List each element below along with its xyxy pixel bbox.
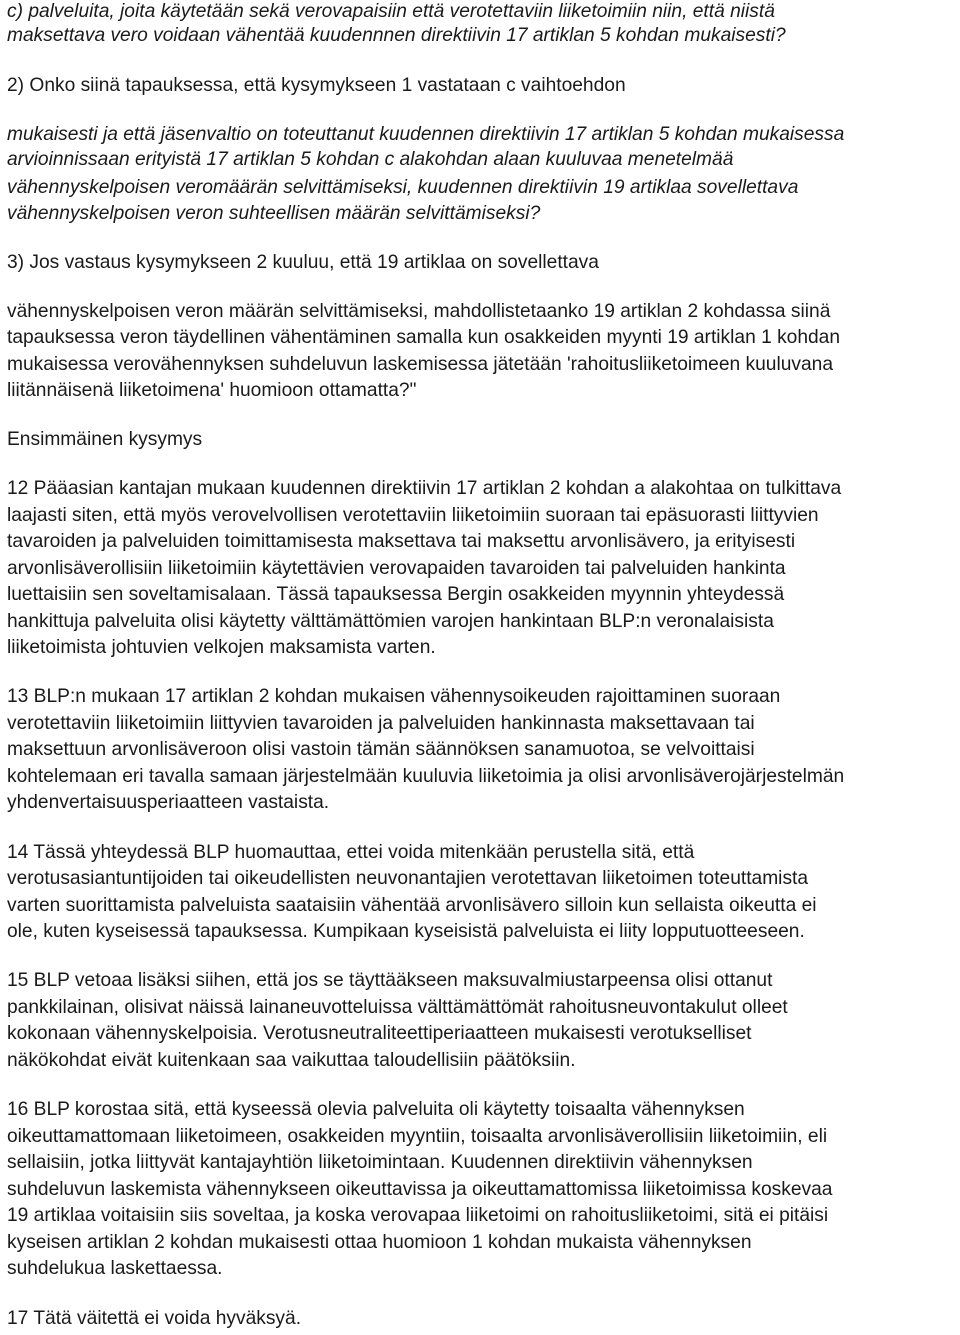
text-line: 15 BLP vetoaa lisäksi siihen, että jos se täyttääkseen maksuvalmiustarpeensa olisi ottanut — [7, 970, 773, 991]
text-line: c) palveluita, joita käytetään sekä verovapaisiin että verotettaviin liiketoimiin niin, että niistä — [7, 1, 775, 22]
text-line: vähennyskelpoisen veron määrän selvittämiseksi, mahdollistetaanko 19 artiklan 2 kohdassa siinä — [7, 301, 831, 322]
text-line: hankittuja palveluita olisi käytetty välttämättömien varojen hankintaan BLP:n veronalaisista — [7, 611, 774, 632]
text-line: laajasti siten, että myös verovelvollisen verotettaviin liiketoimiin suoraan tai epäsuorasti liittyvien — [7, 505, 819, 526]
text-line: vähennyskelpoisen veron suhteellisen määrän selvittämiseksi? — [7, 203, 541, 224]
text-line: maksettuun arvonlisäveroon olisi vastoin tämän säännöksen sanamuotoa, se velvoittaisi — [7, 739, 755, 760]
text-line: kyseisen artiklan 2 kohdan mukaisesti ottaa huomioon 1 kohdan mukaista vähennyksen — [7, 1232, 752, 1253]
section-heading: Ensimmäinen kysymys — [7, 429, 203, 450]
text-line: varten suorittamista palveluista saataisiin vähentää arvonlisävero silloin kun sellaista oikeutta ei — [7, 895, 817, 916]
text-line: mukaisessa verovähennyksen suhdeluvun laskemisessa jätetään 'rahoitusliiketoimeen kuuluvana — [7, 354, 833, 375]
text-line: 14 Tässä yhteydessä BLP huomauttaa, ettei voida mitenkään perustella sitä, että — [7, 842, 695, 863]
text-line: 3) Jos vastaus kysymykseen 2 kuuluu, että 19 artiklaa on sovellettava — [7, 252, 599, 273]
text-line: suhdelukua laskettaessa. — [7, 1258, 223, 1279]
text-line: verotusasiantuntijoiden tai oikeudellisten neuvonantajien verotettavan liiketoimen toteuttamista — [7, 868, 809, 889]
text-line: oikeuttamattomaan liiketoimeen, osakkeiden myyntiin, toisaalta arvonlisäverollisiin liiketoimiin, eli — [7, 1126, 828, 1147]
text-line: mukaisesti ja että jäsenvaltio on toteuttanut kuudennen direktiivin 17 artiklan 5 kohdan mukaisessa — [7, 124, 845, 145]
text-line: 13 BLP:n mukaan 17 artiklan 2 kohdan mukaisen vähennysoikeuden rajoittaminen suoraan — [7, 686, 781, 707]
text-line: arvioinnissaan erityistä 17 artiklan 5 kohdan c alakohdan alaan kuuluvaa menetelmää — [7, 149, 734, 170]
text-line: pankkilainan, olisivat näissä lainaneuvotteluissa välttämättömät rahoitusneuvontakulut olleet — [7, 997, 788, 1018]
text-line: vähennyskelpoisen veromäärän selvittämiseksi, kuudennen direktiivin 19 artiklaa sovellettava — [7, 177, 799, 198]
text-line: sellaisiin, jotka liittyvät kantajayhtiön liiketoimintaan. Kuudennen direktiivin vähennyksen — [7, 1152, 753, 1173]
text-line: 17 Tätä väitettä ei voida hyväksyä. — [7, 1308, 302, 1329]
text-line: luettaisiin sen soveltamisalaan. Tässä tapauksessa Bergin osakkeiden myynnin yhteydessä — [7, 584, 785, 605]
text-line: yhdenvertaisuusperiaatteen vastaista. — [7, 792, 330, 813]
text-line: 12 Pääasian kantajan mukaan kuudennen direktiivin 17 artiklan 2 kohdan a alakohtaa on tulkittava — [7, 478, 842, 499]
text-line: ole, kuten kyseisessä tapauksessa. Kumpikaan kyseisistä palveluista ei liity lopputuotteeseen. — [7, 921, 805, 942]
text-line: kokonaan vähennyskelpoisia. Verotusneutraliteettiperiaatteen mukaisesti verotukselliset — [7, 1023, 752, 1044]
text-line: suhdeluvun laskemista vähennykseen oikeuttavissa ja oikeuttamattomissa liiketoimissa koskevaa — [7, 1179, 833, 1200]
text-line: arvonlisäverollisiin liiketoimiin käytettävien verovapaiden tavaroiden tai palveluiden hankinta — [7, 558, 786, 579]
text-line: verotettaviin liiketoimiin liittyvien tavaroiden ja palveluiden hankinnasta maksettavaan tai — [7, 713, 755, 734]
text-line: tavaroiden ja palveluiden toimittamisesta maksettava tai maksettu arvonlisävero, ja erityisesti — [7, 531, 796, 552]
text-line: maksettava vero voidaan vähentää kuudennnen direktiivin 17 artiklan 5 kohdan mukaisesti? — [7, 25, 786, 46]
text-line: näkökohdat eivät kuitenkaan saa vaikuttaa taloudellisiin päätöksiin. — [7, 1050, 576, 1071]
text-line: tapauksessa veron täydellinen vähentäminen samalla kun osakkeiden myynti 19 artiklan 1 kohdan — [7, 327, 841, 348]
text-line: kohtelemaan eri tavalla samaan järjestelmään kuuluvia liiketoimia ja olisi arvonlisäverojärjestelmän — [7, 766, 845, 787]
text-line: 2) Onko siinä tapauksessa, että kysymykseen 1 vastataan c vaihtoehdon — [7, 75, 626, 96]
text-line: liiketoimista johtuvien velkojen maksamista varten. — [7, 637, 436, 658]
text-line: 19 artiklaa voitaisiin siis soveltaa, ja koska verovapaa liiketoimi on rahoitusliiketoimi, sitä ei pitäisi — [7, 1205, 829, 1226]
text-line: 16 BLP korostaa sitä, että kyseessä olevia palveluita oli käytetty toisaalta vähennyksen — [7, 1099, 745, 1120]
text-line: liitännäisenä liiketoimena' huomioon ottamatta?" — [7, 380, 417, 401]
